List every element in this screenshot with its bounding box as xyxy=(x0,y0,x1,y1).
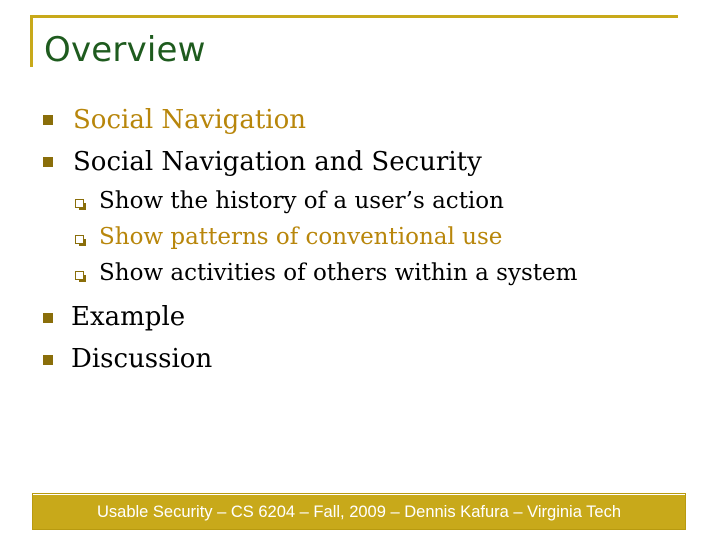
sub-bullet-marker-icon xyxy=(75,235,84,244)
bullet-item-example: Example xyxy=(71,302,186,332)
footer-bar xyxy=(33,494,685,529)
bullet-item-discussion: Discussion xyxy=(71,344,213,374)
bullet-marker-icon xyxy=(43,355,53,365)
sub-bullet-marker-icon xyxy=(75,271,84,280)
bullet-marker-icon xyxy=(43,115,53,125)
title-frame-top-line xyxy=(30,15,678,18)
sub-bullet-item-history: Show the history of a user’s action xyxy=(99,188,504,214)
sub-bullet-item-patterns: Show patterns of conventional use xyxy=(99,224,503,250)
sub-bullet-item-activities: Show activities of others within a system xyxy=(99,260,578,286)
slide-title: Overview xyxy=(44,30,206,70)
bullet-item-social-navigation-security: Social Navigation and Security xyxy=(73,147,482,177)
footer-text: Usable Security – CS 6204 – Fall, 2009 – Dennis Kafura – Virginia Tech xyxy=(96,502,622,521)
bullet-item-social-navigation: Social Navigation xyxy=(73,105,306,135)
bullet-marker-icon xyxy=(43,313,53,323)
sub-bullet-marker-icon xyxy=(75,199,84,208)
title-frame-left-line xyxy=(30,15,33,67)
bullet-marker-icon xyxy=(43,157,53,167)
